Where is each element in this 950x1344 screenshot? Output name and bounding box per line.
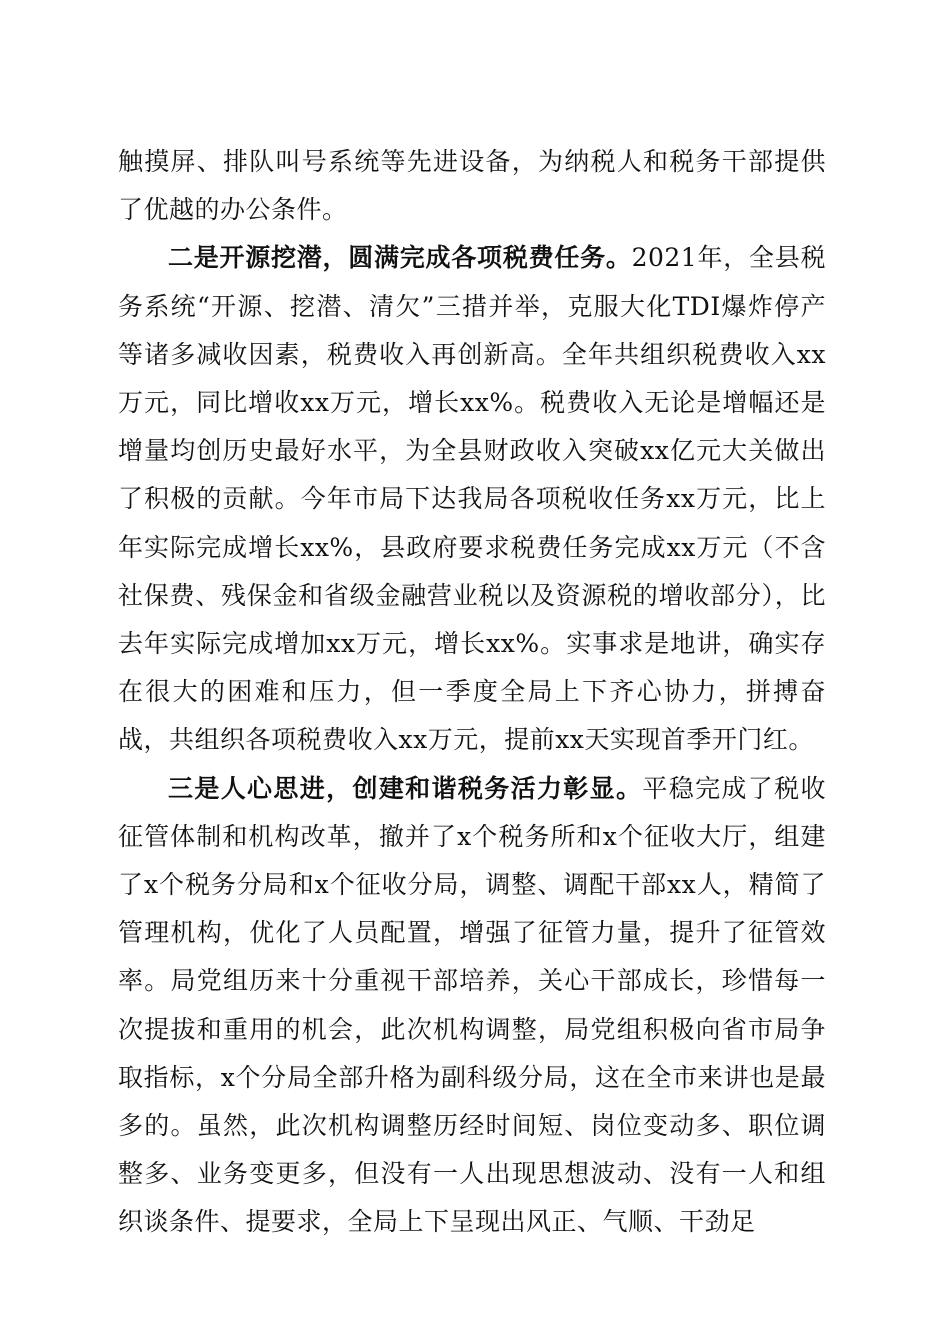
paragraph-revenue-tasks (118, 234, 826, 764)
paragraph-heading: 二是开源挖潜，圆满完成各项税费任务。 (168, 243, 632, 273)
paragraph-text: 平稳完成了税收征管体制和机构改革，撤并了x个税务所和x个征收大厅，组建了x个税务分局和x个征收分局，调整、调配干部xx人，精简了管理机构，优化了人员配置，增强了征管力量，提升了征管效率。局党组历来十分重视干部培养，关心干部成长，珍惜每一次提拔和重用的机会，此次机构调整，局党组积极向省市局争取指标，x个分局全部升格为副科级分局，这在全市来讲也是最多的。虽然，此次机构调整历经时间短、岗位变动多、职位调整多、业务变更多，但没有一人出现思想波动、没有一人和组织谈条件、提要求，全局上下呈现出风正、气顺、干劲足 (118, 773, 826, 1237)
paragraph-text: 2021年，全县税务系统“开源、挖潜、清欠”三措并举，克服大化TDI爆炸停产等诸多减收因素，税费收入再创新高。全年共组织税费收入xx万元，同比增收xx万元，增长xx%。税费收入无论是增幅还是增量均创历史最好水平，为全县财政收入突破xx亿元大关做出了积极的贡献。今年市局下达我局各项税收任务xx万元，比上年实际完成增长xx%，县政府要求税费任务完成xx万元（不含社保费、残保金和省级金融营业税以及资源税的增收部分），比去年实际完成增加xx万元，增长xx%。实事求是地讲，确实存在很大的困难和压力，但一季度全局上下齐心协力，拼搏奋战，共组织各项税费收入xx万元，提前xx天实现首季开门红。 (118, 243, 826, 755)
paragraph-text: 触摸屏、排队叫号系统等先进设备，为纳税人和税务干部提供了优越的办公条件。 (118, 147, 826, 225)
paragraph-harmonious-tax (118, 765, 826, 1247)
body-text (118, 138, 826, 1247)
paragraph-continuation (118, 138, 826, 234)
paragraph-heading: 三是人心思进，创建和谐税务活力彰显。 (168, 773, 643, 803)
